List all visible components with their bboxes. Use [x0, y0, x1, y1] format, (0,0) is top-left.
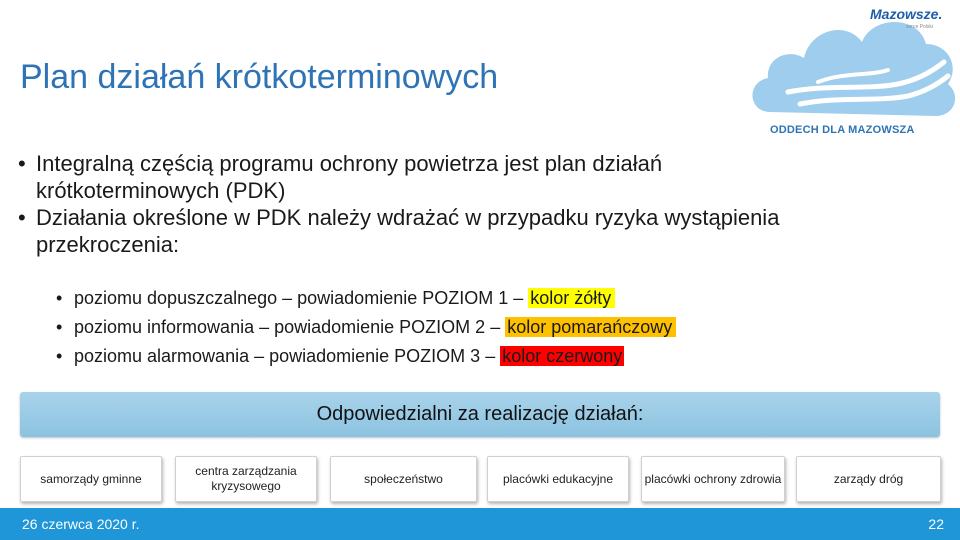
sub-bullet-text: poziomu informowania – powiadomienie POZIOM 2 –	[74, 317, 506, 337]
responsible-card: placówki edukacyjne	[487, 456, 629, 502]
logo-tagline: ODDECH DLA MAZOWSZA	[770, 124, 915, 136]
responsible-card: samorządy gminne	[20, 456, 162, 502]
responsible-card: zarządy dróg	[796, 456, 941, 502]
bullet-item	[18, 150, 848, 204]
sub-bullet-item	[56, 284, 676, 313]
responsible-header: Odpowiedzialni za realizację działań:	[20, 392, 940, 437]
sub-bullet-list	[56, 284, 676, 371]
highlight-yellow: kolor żółty	[528, 288, 615, 308]
bullet-dot: •	[56, 288, 63, 308]
bullet-dot: •	[56, 346, 63, 366]
bullet-dot: •	[56, 317, 63, 337]
highlight-red: kolor czerwony	[502, 346, 623, 366]
page-number: 22	[928, 516, 944, 532]
main-bullet-list	[18, 150, 848, 258]
sub-bullet-item	[56, 313, 676, 342]
bullet-dot: •	[18, 205, 26, 230]
brand-subtitle: serce Polski	[906, 24, 933, 30]
responsible-card: społeczeństwo	[330, 456, 477, 502]
sub-bullet-text: poziomu alarmowania – powiadomienie POZIOM 3 –	[74, 346, 501, 366]
responsible-card: placówki ochrony zdrowia	[641, 456, 785, 502]
bullet-dot: •	[18, 151, 26, 176]
slide-title: Plan działań krótkoterminowych	[20, 58, 499, 96]
sub-bullet-text: poziomu dopuszczalnego – powiadomienie POZIOM 1 –	[74, 288, 529, 308]
footer-date: 26 czerwca 2020 r.	[22, 516, 140, 532]
bullet-text: Działania określone w PDK należy wdrażać w przypadku ryzyka wystąpienia przekroczenia:	[36, 205, 780, 257]
footer-bar	[0, 508, 960, 540]
bullet-item	[18, 204, 848, 258]
responsible-card: centra zarządzania kryzysowego	[175, 456, 317, 502]
sub-bullet-item	[56, 342, 676, 371]
bullet-text: Integralną częścią programu ochrony powietrza jest plan działań krótkoterminowych (PDK)	[36, 151, 663, 203]
highlight-orange: kolor pomarańczowy	[505, 317, 676, 337]
brand-logo: Mazowsze.	[870, 6, 943, 22]
